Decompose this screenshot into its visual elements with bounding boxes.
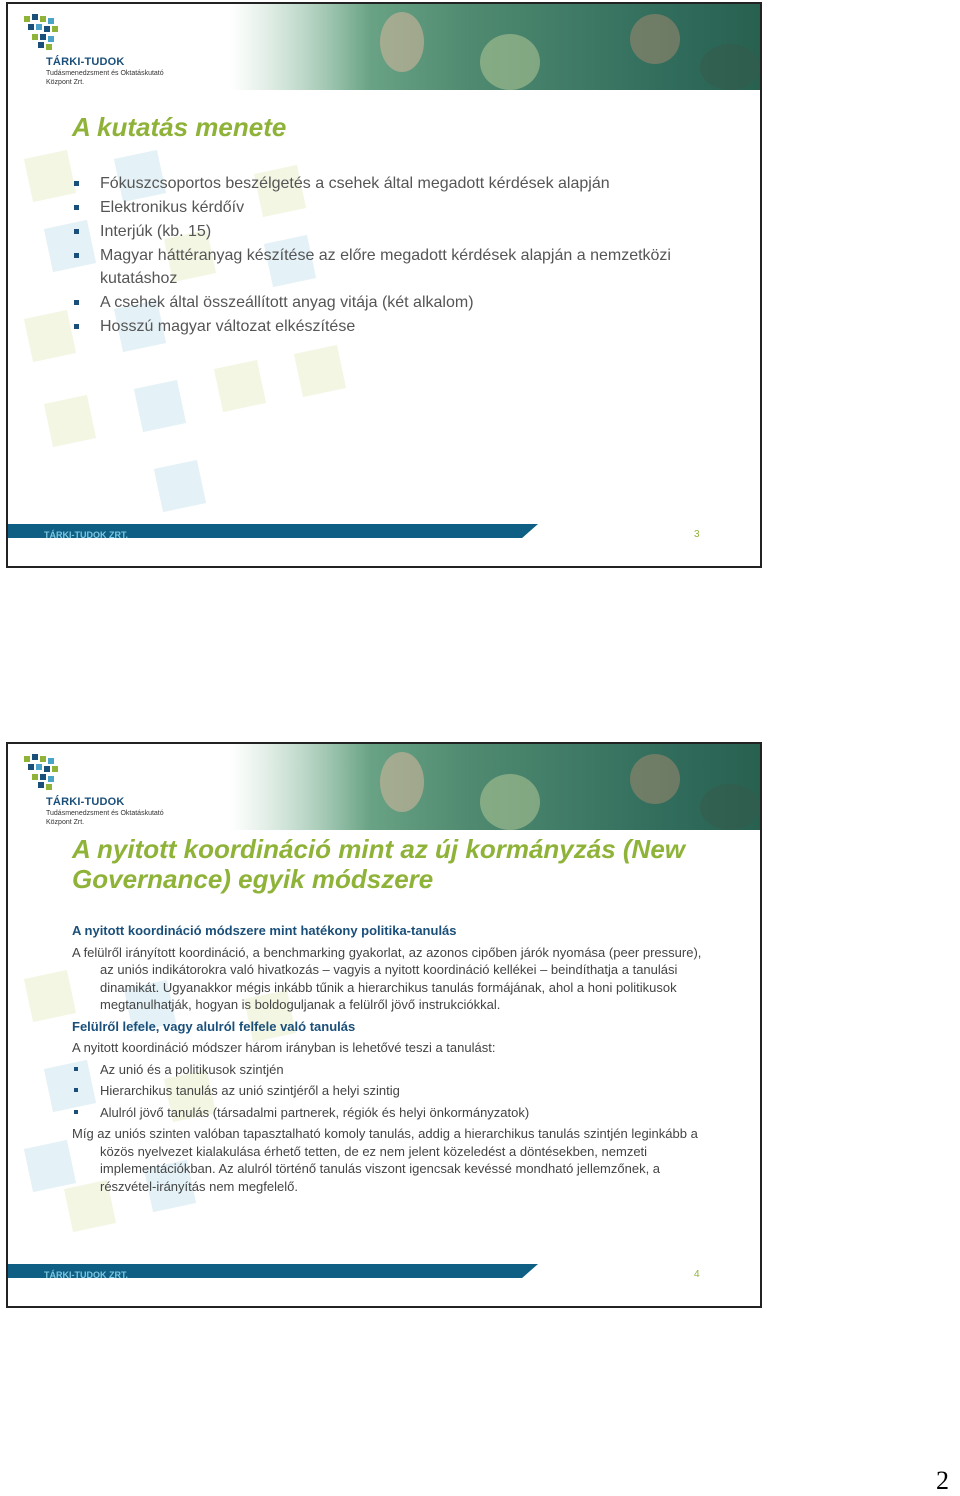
square-bullet-icon [74,1110,78,1114]
logo-name: TÁRKI-TUDOK [46,796,125,808]
list-item: A csehek által összeállított anyag vitája (két alkalom) [72,291,672,314]
slide-4 [6,742,762,1308]
logo-subtitle: Tudásmenedzsment és Oktatáskutató Központ Zrt. [46,70,164,86]
paragraph: A nyitott koordináció módszer három irányban is lehetővé teszi a tanulást: [72,1040,496,1055]
slide-title: A nyitott koordináció mint az új kormányzás (New Governance) egyik módszere [72,834,686,894]
list-item: Hosszú magyar változat elkészítése [72,315,672,338]
bullet-list [72,1061,712,1122]
list-item: Fókuszcsoportos beszélgetés a csehek által megadott kérdések alapján [72,172,672,195]
logo-subtitle: Tudásmenedzsment és Oktatáskutató Központ Zrt. [46,810,164,826]
section-heading: A nyitott koordináció módszere mint hatékony politika-tanulás [72,923,457,938]
paragraph: Míg az uniós szinten valóban tapasztalható komoly tanulás, addig a hierarchikus tanulás szintjén leginkább a közös nyelvezet kialakulása érhető tetten, de ez nem jelent közeledést a döntésekben, nemzeti implementációkban. Az alulról történő tanulás viszont igencsak kevéssé mondható jellemzőnek, a részvétel-irányítás nem megfelelő. [72,1126,698,1194]
page-number: 2 [936,1466,949,1495]
square-bullet-icon [74,205,79,210]
slide-number: 3 [694,529,700,540]
slide-3 [6,2,762,568]
square-bullet-icon [74,1067,78,1071]
list-item: Elektronikus kérdőív [72,196,672,219]
footer-company: TÁRKI-TUDOK ZRT. [44,1270,128,1280]
slide-number: 4 [694,1269,700,1280]
square-bullet-icon [74,181,79,186]
square-bullet-icon [74,1088,78,1092]
footer-company: TÁRKI-TUDOK ZRT. [44,530,128,540]
header-photo [230,744,762,830]
list-item: Magyar háttéranyag készítése az előre megadott kérdések alapján a nemzetközi kutatáshoz [72,244,672,290]
slide-body [72,922,712,1199]
slide-title: A kutatás menete [72,112,287,142]
logo-dots-icon [18,752,60,792]
logo-name: TÁRKI-TUDOK [46,56,125,68]
square-bullet-icon [74,324,79,329]
logo [18,752,178,832]
square-bullet-icon [74,253,79,258]
list-item: Az unió és a politikusok szintjén [72,1061,712,1079]
header-photo [230,4,762,90]
logo-dots-icon [18,12,60,52]
paragraph: A felülről irányított koordináció, a benchmarking gyakorlat, az azonos cipőben járók nyomása (peer pressure), az uniós indikátorokra való hivatkozás – vagyis a nyitott koordináció kellékei – beindíthatja a tanulási dinamikát. Ugyanakkor mégis inkább tűnik a hierarchikus tanulás formájának, ahol a honi politikusok megtanulhatják, hogyan is boldoguljanak a felülről jövő instrukciókkal. [72,944,702,1012]
list-item: Hierarchikus tanulás az unió szintjéről a helyi szintig [72,1082,712,1100]
section-heading: Felülről lefele, vagy alulról felfele való tanulás [72,1018,356,1034]
square-bullet-icon [74,300,79,305]
logo [18,12,178,92]
list-item: Alulról jövő tanulás (társadalmi partnerek, régiók és helyi önkormányzatok) [72,1104,712,1122]
bullet-list [72,172,672,339]
list-item: Interjúk (kb. 15) [72,220,672,243]
square-bullet-icon [74,229,79,234]
